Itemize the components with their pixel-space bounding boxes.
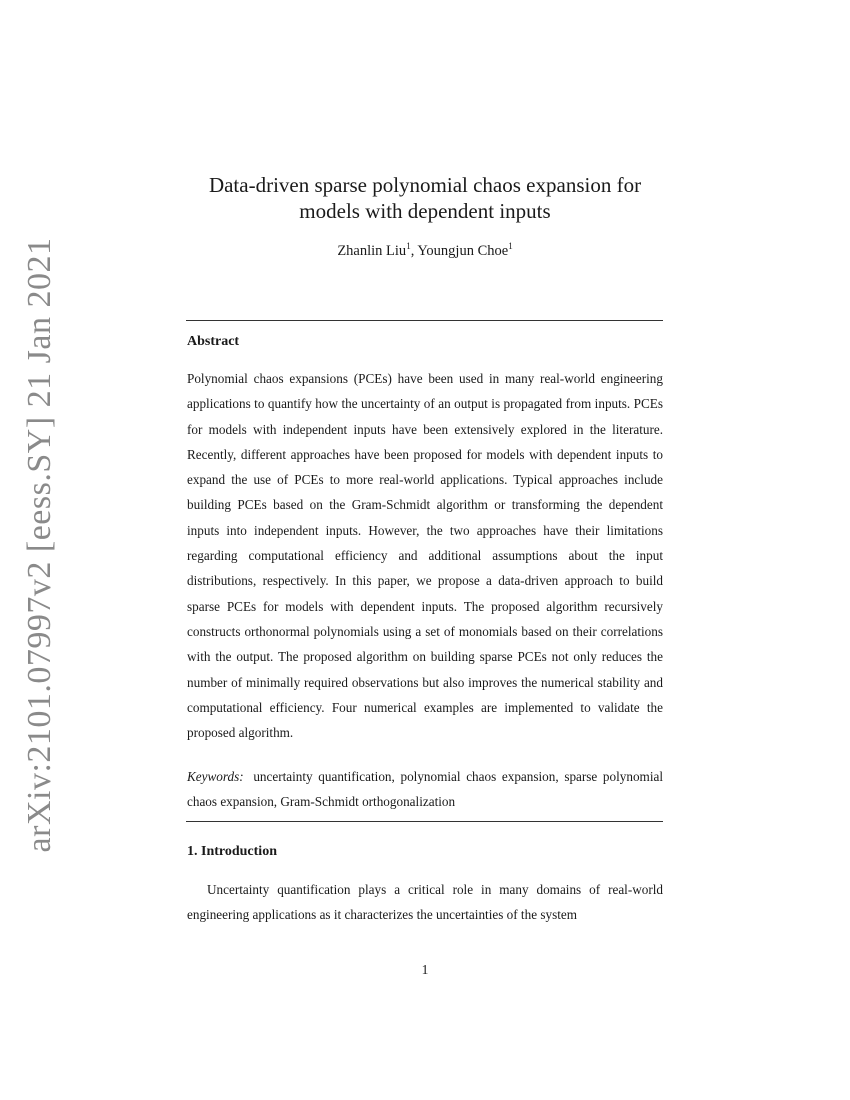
introduction-text: Uncertainty quantification plays a critical role in many domains of real-world engineering applications as it characterizes the uncertainties of the system [187, 882, 663, 923]
keywords [187, 764, 663, 814]
keywords-label: Keywords: [187, 769, 244, 784]
keywords-text: uncertainty quantification, polynomial chaos expansion, sparse polynomial chaos expansion, Gram-Schmidt orthogonalization [187, 769, 663, 809]
title-line-2: models with dependent inputs [299, 199, 551, 223]
author-separator: , [410, 242, 418, 259]
title-line-1: Data-driven sparse polynomial chaos expansion for [208, 173, 642, 197]
abstract-bottom-rule [186, 821, 663, 822]
author-affiliation: 1 [508, 241, 513, 251]
author-affiliation: 1 [406, 241, 411, 251]
author-name: Youngjun Choe [417, 242, 509, 259]
paper-title [150, 172, 700, 224]
page-number: 1 [421, 962, 429, 977]
section-heading-introduction: 1. Introduction [187, 844, 277, 859]
arxiv-identifier-stamp: arXiv:2101.07997v2 [eess.SY] 21 Jan 2021 [21, 237, 58, 853]
author-name: Zhanlin Liu [337, 242, 407, 259]
abstract-heading: Abstract [187, 334, 240, 349]
author-list [150, 241, 700, 260]
abstract-text: Polynomial chaos expansions (PCEs) have been used in many real-world engineering applications to quantify how the uncertainty of an output is propagated from inputs. PCEs for models with independent inputs have been extensively explored in the literature. Recently, different approaches have been proposed for models with dependent inputs to expand the use of PCEs to more real-world applications. Typical approaches include building PCEs based on the Gram-Schmidt algorithm or transforming the dependent inputs into independent inputs. However, the two approaches have their limitations regarding computational efficiency and additional assumptions about the input distributions, respectively. In this paper, we propose a data-driven approach to build sparse PCEs for models with dependent inputs. The proposed algorithm recursively constructs orthonormal polynomials using a set of monomials based on their correlations with the output. The proposed algorithm on building sparse PCEs not only reduces the number of minimally required observations but also improves the numerical stability and computational efficiency. Four numerical examples are implemented to validate the proposed algorithm. [187, 371, 663, 741]
abstract-top-rule [186, 320, 663, 321]
